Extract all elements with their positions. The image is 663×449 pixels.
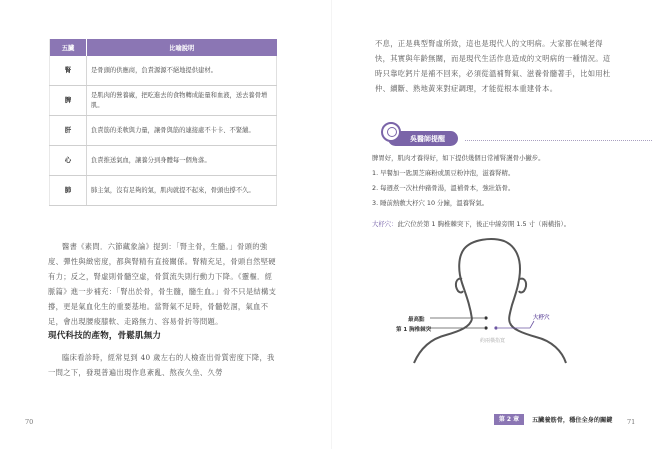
- organ-metaphor-table: [49, 39, 277, 206]
- left-page: [0, 0, 331, 449]
- description-cell: 負責推送氣血，讓養分到身體每一個角落。: [87, 146, 277, 176]
- table-row: [50, 56, 277, 86]
- description-cell: 肺主氣，沒有足夠的氣，肌肉就提不起來，骨頭也撐不久。: [87, 176, 277, 206]
- tip-intro: 脾胃好，肌肉才養得好，如下提供幾個日常補腎護骨小撇步。: [372, 154, 545, 162]
- label-highest-point: 最高點: [408, 317, 425, 323]
- body-paragraph: 醫書《素問．六節藏象論》提到：「腎主骨，生髓。」骨頭的強度、彈性與緻密度，都與腎精有直接關係。腎精充足，骨頭自然堅硬有力；反之，腎虛則骨髓空虛，骨質流失則行動力下降。《靈樞．經脈篇》進一步補充：「腎出於骨，骨生髓，髓生血。」骨不只是結構支撐，更是氣血化生的重要基地。當腎氣不足時，骨髓乾涸，氣血不足，會出現腰痠膝軟、走路無力、容易骨折等問題。: [48, 242, 277, 326]
- organ-cell: 心: [50, 146, 87, 176]
- description-cell: 負責筋的柔軟與力量，讓骨與筋的連接處不卡卡、不緊繃。: [87, 116, 277, 146]
- head-neck-outline-icon: [400, 235, 600, 365]
- section-heading: 現代科技的產物，骨鬆肌無力: [48, 331, 162, 341]
- dotted-divider: [465, 140, 652, 141]
- tip-list: [372, 151, 642, 211]
- tip-label: 吳醫師提醒: [410, 135, 445, 143]
- header-organ: 五臟: [50, 39, 87, 56]
- acupoint-diagram: [396, 235, 600, 365]
- page-number-right: 71: [627, 418, 636, 426]
- table-row: [50, 86, 277, 116]
- tip-item: 1. 早餐加一匙黑芝麻粉或黑豆粉沖泡，滋養腎精。: [372, 169, 515, 177]
- description-cell: 是骨頭的供應商，負責源源不絕地提供建材。: [87, 56, 277, 86]
- table-header-row: [50, 39, 277, 56]
- organ-cell: 肝: [50, 116, 87, 146]
- body-paragraph: 臨床看診時，經常見到 40 歲左右的人檢查出骨質密度下降，我一問之下，發現普遍出現作息紊亂、熬夜久坐、久勞: [48, 353, 275, 377]
- table-row: [50, 116, 277, 146]
- doctor-avatar-icon: [381, 122, 401, 142]
- header-description: 比喻說明: [87, 39, 277, 56]
- body-paragraph: 不息，正是典型腎虛所致，這也是現代人的文明病。大家都在喊老得快，其實與年齡無關，而是現代生活作息造成的文明病的一種情況。這時只靠吃鈣片是補不回來，必須從溫補腎氣、滋養骨髓著手，比如用杜仲、續斷、熟地黃來對症調理，才能從根本重建骨本。: [375, 39, 611, 93]
- description-cell: 是肌肉的營養廠，把吃進去的食物轉成能量和血液，送去養骨增肌。: [87, 86, 277, 116]
- chapter-title: 五臟養筋骨，穩住全身的關鍵: [532, 417, 613, 424]
- acupoint-note: [372, 219, 570, 228]
- organ-cell: 腎: [50, 56, 87, 86]
- organ-cell: 脾: [50, 86, 87, 116]
- acupoint-name: 大杼穴：: [372, 220, 398, 228]
- page-gutter: [331, 0, 332, 449]
- page-number-left: 70: [25, 418, 34, 426]
- table-row: [50, 176, 277, 206]
- tip-item: 2. 每週煮一次杜仲豬骨湯，溫補骨本，強壯筋骨。: [372, 184, 515, 192]
- organ-cell: 肺: [50, 176, 87, 206]
- tip-item: 3. 睡前熱敷大杼穴 10 分鐘，溫養腎氣。: [372, 199, 489, 207]
- label-acupoint: 大杼穴: [533, 315, 550, 321]
- table-row: [50, 146, 277, 176]
- diagram-caption: 約兩橫指寬: [480, 338, 506, 344]
- acupoint-description: 此穴位於第 1 胸椎棘突下，後正中線旁開 1.5 寸（兩橫指）。: [397, 220, 571, 228]
- chapter-badge: 第 2 章: [494, 414, 524, 425]
- label-first-thoracic: 第 1 胸椎棘突: [396, 327, 432, 333]
